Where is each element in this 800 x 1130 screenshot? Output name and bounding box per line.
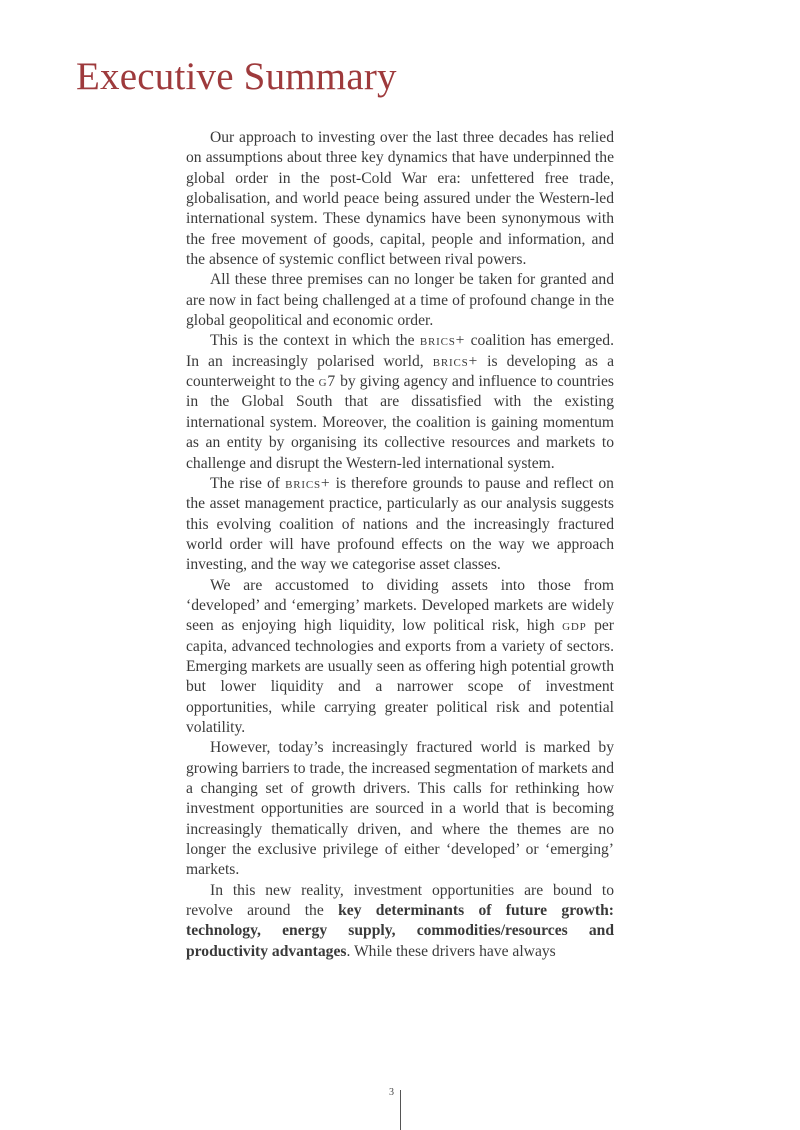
paragraph-text: is therefore grounds to pause and reflect on the asset management practice, particularly as our analysis suggests this evolving coalition of nations and the increasingly fractured world order will have profound effects on the way we approach investing, and the way we categorise asset classes. — [186, 474, 614, 574]
abbreviation: brics+ — [419, 332, 466, 350]
abbreviation: brics+ — [432, 352, 479, 370]
page-number: 3 — [389, 1087, 394, 1098]
body-paragraph — [186, 331, 614, 473]
paragraph-text: All these three premises can no longer be taken for granted and are now in fact being challenged at a time of profound change in the global geopolitical and economic order. — [186, 271, 614, 330]
abbreviation: g7 — [318, 373, 336, 391]
page-title: Executive Summary — [76, 55, 397, 98]
paragraph-text: . While these drivers have always — [346, 942, 556, 960]
abbreviation: brics+ — [285, 474, 331, 492]
paragraph-text: is developing as a counterweight to the — [186, 352, 614, 391]
page-number-rule — [400, 1090, 401, 1130]
paragraph-text: coalition has emerged. In an increasingly polarised world, — [186, 332, 615, 370]
body-paragraph — [186, 738, 614, 880]
paragraph-text: per capita, advanced technologies and exports from a variety of sectors. Emerging markets are usually seen as offering high potential growth but lower liquidity and a narrower scope of investment opportunities, while carrying greater political risk and potential volatility. — [186, 617, 614, 736]
paragraph-text: by giving agency and influence to countries in the Global South that are dissatisfied with the existing international system. Moreover, the coalition is gaining momentum as an entity by organising its collective resources and markets to challenge and disrupt the Western-led international system. — [186, 373, 614, 472]
paragraph-text: This is the context in which the — [210, 332, 420, 350]
emphasis-text: key determinants of future growth: technology, energy supply, commodities/resources and productivity advantages — [186, 902, 614, 960]
paragraph-text: In this new reality, investment opportunities are bound to revolve around the — [186, 881, 614, 920]
body-paragraph — [186, 474, 614, 576]
body-paragraph — [186, 270, 614, 331]
abbreviation: gdp — [562, 617, 587, 635]
executive-summary-body — [186, 128, 614, 962]
paragraph-text: The rise of — [210, 474, 286, 492]
body-paragraph — [186, 576, 614, 739]
paragraph-text: We are accustomed to dividing assets into those from ‘developed’ and ‘emerging’ markets. Developed markets are widely seen as enjoying high liquidity, low political risk, high — [186, 576, 614, 635]
body-paragraph — [186, 881, 614, 962]
body-paragraph — [186, 128, 614, 270]
paragraph-text: However, today’s increasingly fractured world is marked by growing barriers to trade, the increased segmentation of markets and a changing set of growth drivers. This calls for rethinking how investment opportunities are sourced in a world that is becoming increasingly thematically driven, and where the themes are no longer the exclusive privilege of either ‘developed’ or ‘emerging’ markets. — [186, 739, 614, 879]
paragraph-text: Our approach to investing over the last three decades has relied on assumptions about three key dynamics that have underpinned the global order in the post-Cold War era: unfettered free trade, globalisation, and world peace being assured under the Western-led international system. These dynamics have been synonymous with the free movement of goods, capital, people and information, and the absence of systemic conflict between rival powers. — [186, 129, 614, 269]
